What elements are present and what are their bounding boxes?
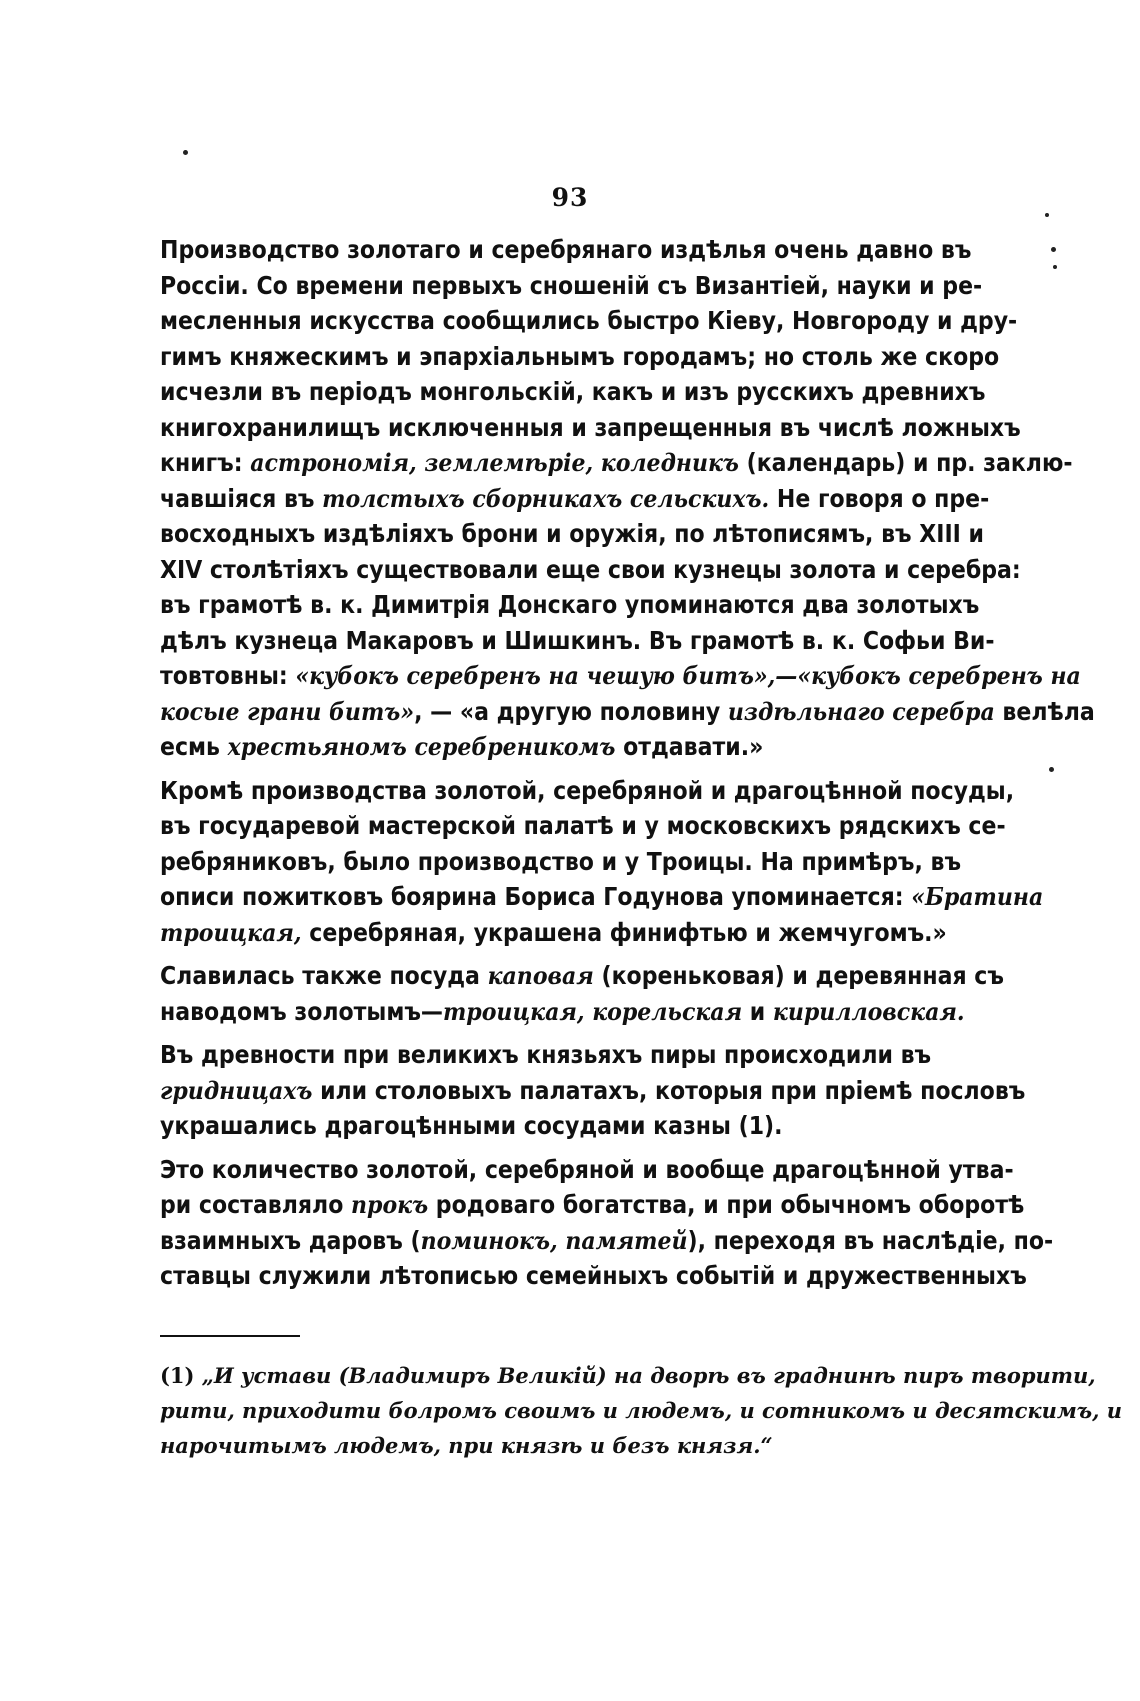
paragraph — [160, 232, 1095, 765]
text-line — [160, 808, 1006, 844]
italic-text-run: «кубокъ серебренъ на чешую битъ»,—«кубокъ серебренъ на — [295, 661, 1081, 690]
text-run: и — [742, 996, 773, 1026]
scan-speck — [1045, 213, 1049, 217]
italic-text-run: „И устави (Владимиръ Великій) на дворѣ въ граднинѣ пиръ творити, — [201, 1363, 1096, 1388]
text-line — [160, 552, 1021, 588]
footnote — [160, 1358, 1123, 1463]
text-run: въ грамотѣ в. к. Димитрія Донскаго упоминаются два золотыхъ — [160, 590, 980, 619]
text-line — [160, 445, 1073, 481]
italic-text-run: прокъ — [351, 1190, 429, 1219]
text-run: (календарь) и пр. заклю- — [738, 448, 1073, 477]
text-line — [160, 339, 1000, 375]
text-run: или столовыхъ палатахъ, которыя при пріемѣ пословъ — [312, 1075, 1026, 1105]
text-line — [160, 303, 1018, 339]
paragraph — [160, 1152, 1054, 1294]
text-run: XIV столѣтіяхъ существовали еще свои кузнецы золота и серебра: — [160, 554, 1021, 584]
text-line — [160, 481, 990, 517]
italic-text-run: гридницахъ — [160, 1075, 313, 1105]
text-run: книгохранилищъ исключенныя и запрещенныя въ числѣ ложныхъ — [160, 412, 1021, 442]
italic-text-run: кирилловская. — [772, 996, 965, 1026]
scan-speck — [183, 150, 188, 155]
text-line — [160, 1393, 1123, 1428]
text-run: Не говоря о пре- — [769, 483, 990, 513]
page-number: 93 — [551, 183, 589, 212]
text-run: украшались драгоцѣнными сосудами казны (1). — [160, 1111, 783, 1140]
text-line — [160, 1108, 912, 1144]
text-line — [160, 994, 965, 1030]
text-line — [160, 410, 1021, 446]
text-run: чавшіяся въ — [160, 483, 323, 513]
text-line — [160, 587, 980, 623]
italic-text-run: троицкая, корельская — [442, 996, 743, 1026]
text-line — [160, 516, 984, 552]
text-run: (кореньковая) и деревянная съ — [593, 961, 1004, 990]
italic-text-run: нарочитымъ людемъ, при князѣ и безъ князя.“ — [160, 1433, 773, 1458]
text-line — [160, 958, 1004, 994]
text-run: Россіи. Со времени первыхъ сношеній съ Византіей, науки и ре- — [160, 270, 983, 300]
text-line — [160, 232, 972, 268]
text-run: описи пожитковъ боярина Бориса Годунова упоминается: — [160, 882, 912, 911]
text-run: взаимныхъ даровъ ( — [160, 1225, 421, 1255]
text-line — [160, 1073, 1026, 1109]
text-line — [160, 1152, 1014, 1188]
text-run: ребряниковъ, было производство и у Троицы. На примѣръ, въ — [160, 846, 962, 876]
text-line — [160, 729, 912, 765]
text-line — [160, 1187, 1025, 1223]
text-run: ри составляло — [160, 1190, 352, 1219]
text-line — [160, 1037, 932, 1073]
text-run: , — «а другую половину — [414, 696, 728, 726]
text-run: отдавати.» — [615, 732, 764, 761]
text-line — [160, 879, 1044, 915]
text-line — [160, 915, 947, 951]
text-run: Славилась также посуда — [160, 961, 488, 990]
italic-text-run: «Братина — [911, 882, 1044, 911]
text-run: родоваго богатства, и при обычномъ оборотѣ — [428, 1190, 1025, 1219]
italic-text-run: толстыхъ сборникахъ сельскихъ. — [322, 483, 770, 513]
italic-text-run: косые грани битъ» — [160, 696, 415, 726]
italic-text-run: рити, приходити болромъ своимъ и людемъ, и сотникомъ и десятскимъ, и — [160, 1398, 1123, 1423]
paragraph — [160, 773, 1044, 951]
italic-text-run: троицкая, — [160, 917, 302, 947]
text-line — [160, 1428, 912, 1463]
text-run: (1) — [160, 1363, 202, 1388]
scan-speck — [1051, 247, 1056, 252]
italic-text-run: хрестьяномъ серебреникомъ — [227, 732, 616, 761]
footnote-divider — [160, 1335, 300, 1337]
italic-text-run: каповая — [487, 961, 594, 990]
text-run: Это количество золотой, серебряной и вообще драгоцѣнной утва- — [160, 1154, 1014, 1184]
text-line — [160, 623, 995, 659]
text-run: Производство золотаго и серебрянаго издѣлья очень давно въ — [160, 235, 972, 264]
text-run: есмь — [160, 732, 228, 761]
paragraph — [160, 958, 1004, 1029]
text-run: ), переходя въ наслѣдіе, по- — [687, 1225, 1054, 1255]
italic-text-run: поминокъ, памятей — [420, 1225, 688, 1255]
italic-text-run: издѣльнаго серебра — [727, 696, 995, 726]
main-text — [160, 232, 1095, 1302]
text-line — [160, 694, 1095, 730]
text-run: исчезли въ періодъ монгольскій, какъ и изъ русскихъ древнихъ — [160, 377, 986, 406]
italic-text-run: астрономія, землемѣріе, коледникъ — [250, 448, 739, 477]
text-line — [160, 1258, 1027, 1294]
text-line — [160, 844, 962, 880]
text-run: наводомъ золотымъ— — [160, 996, 443, 1026]
text-line — [160, 773, 1015, 809]
text-run: восходныхъ издѣліяхъ брони и оружія, по лѣтописямъ, въ XIII и — [160, 519, 984, 548]
text-run: велѣла — [994, 696, 1095, 726]
text-run: месленныя искусства сообщились быстро Кіеву, Новгороду и дру- — [160, 306, 1018, 335]
text-line — [160, 374, 986, 410]
text-run: Кромѣ производства золотой, серебряной и драгоцѣнной посуды, — [160, 775, 1015, 805]
text-run: Въ древности при великихъ князьяхъ пиры происходили въ — [160, 1040, 932, 1069]
paragraph — [160, 1037, 1026, 1144]
scan-speck — [1049, 767, 1054, 772]
text-run: книгъ: — [160, 448, 251, 477]
text-run: ставцы служили лѣтописью семейныхъ событій и дружественныхъ — [160, 1261, 1027, 1290]
text-line — [160, 658, 1081, 694]
text-line — [160, 1358, 1096, 1393]
text-run: дѣлъ кузнеца Макаровъ и Шишкинъ. Въ грамотѣ в. к. Софьи Ви- — [160, 625, 995, 655]
text-run: гимъ княжескимъ и эпархіальнымъ городамъ; но столь же скоро — [160, 341, 1000, 371]
text-line — [160, 1223, 1054, 1259]
text-line — [160, 268, 983, 304]
text-run: въ государевой мастерской палатѣ и у московскихъ рядскихъ се- — [160, 811, 1006, 840]
scan-speck — [1053, 265, 1057, 269]
text-run: серебряная, украшена финифтью и жемчугомъ.» — [301, 917, 947, 947]
text-run: товтовны: — [160, 661, 296, 690]
